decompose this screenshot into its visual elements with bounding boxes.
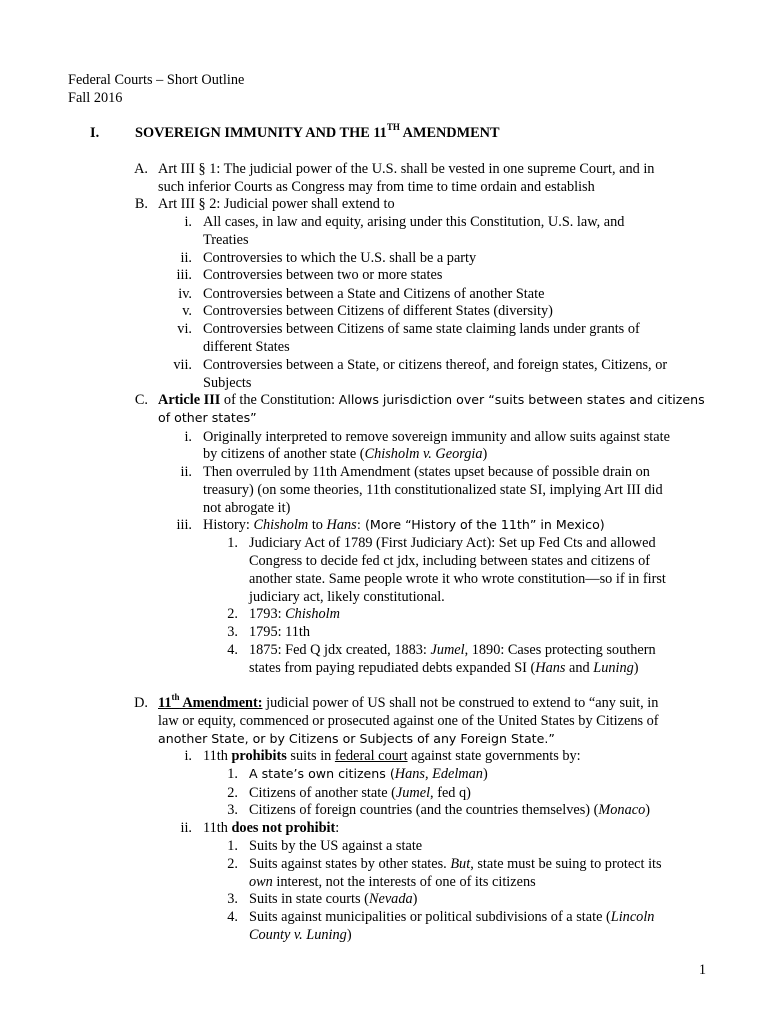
item-d-line: another State, or by Citizens or Subjects of any Foreign State.” (158, 731, 555, 746)
list-item-label: iii. (176, 517, 192, 533)
item-a-line: such inferior Courts as Congress may from time to time ordain and establish (158, 179, 595, 195)
item-a-line: Art III § 1: The judicial power of the U.S. shall be vested in one supreme Court, and in (158, 161, 655, 177)
sub-item: 1793: Chisholm (249, 606, 340, 622)
sub-item-label: 4. (227, 642, 238, 658)
section-numeral: I. (90, 125, 100, 141)
sub-item: 1875: Fed Q jdx created, 1883: Jumel, 1890: Cases protecting southern (249, 642, 656, 658)
sub-item: A state’s own citizens (Hans, Edelman) (249, 766, 488, 782)
list-item-label: v. (182, 303, 192, 319)
list-item-label: i. (184, 214, 192, 230)
list-item: Treaties (203, 232, 249, 248)
sub-item: Suits in state courts (Nevada) (249, 891, 418, 907)
list-item-label: i. (184, 429, 192, 445)
list-item: Controversies between a State, or citizens thereof, and foreign states, Citizens, or (203, 357, 668, 373)
item-a-label: A. (134, 161, 148, 177)
list-item: Originally interpreted to remove sovereign immunity and allow suits against state (203, 429, 670, 445)
list-item-label: vii. (173, 357, 192, 373)
list-item: Then overruled by 11th Amendment (states upset because of possible drain on (203, 464, 650, 480)
item-d-label: D. (134, 695, 148, 711)
list-item: Controversies to which the U.S. shall be a party (203, 250, 477, 266)
sub-item-label: 2. (227, 856, 238, 872)
sub-item-label: 4. (227, 909, 238, 925)
item-d-line: 11th Amendment: judicial power of US shall not be construed to extend to “any suit, in (158, 692, 659, 711)
item-b-text: Art III § 2: Judicial power shall extend to (158, 196, 395, 212)
sub-item: Citizens of foreign countries (and the countries themselves) (Monaco) (249, 802, 650, 818)
list-item: All cases, in law and equity, arising under this Constitution, U.S. law, and (203, 214, 625, 230)
document-term: Fall 2016 (68, 90, 123, 106)
sub-item: Suits by the US against a state (249, 838, 423, 854)
list-item: Controversies between two or more states (203, 267, 443, 283)
list-item: not abrogate it) (203, 500, 291, 516)
sub-item: County v. Luning) (249, 927, 352, 943)
list-item-label: iv. (178, 286, 192, 302)
sub-item: judiciary act, likely constitutional. (249, 589, 445, 605)
sub-item: another state. Same people wrote it who wrote constitution—so if in first (249, 571, 666, 587)
sub-item-label: 1. (227, 766, 238, 782)
item-c-label: C. (134, 392, 148, 408)
list-item: treasury) (on some theories, 11th constitutionalized state SI, implying Art III did (203, 482, 663, 498)
sub-item: Suits against municipalities or political subdivisions of a state (Lincoln (249, 909, 655, 925)
sub-item-label: 2. (227, 606, 238, 622)
sub-item-label: 3. (227, 802, 238, 818)
item-c-line: of other states” (158, 410, 257, 425)
sub-item: Congress to decide fed ct jdx, including between states and citizens of (249, 553, 650, 569)
list-item: Subjects (203, 375, 252, 391)
sub-item: Citizens of another state (Jumel, fed q) (249, 785, 471, 801)
item-b-label: B. (134, 196, 148, 212)
list-item: by citizens of another state (Chisholm v. Georgia) (203, 446, 488, 462)
sub-item-label: 3. (227, 891, 238, 907)
sub-item-label: 1. (227, 535, 238, 551)
sub-item: 1795: 11th (249, 624, 311, 640)
list-item: different States (203, 339, 290, 355)
item-d-line: law or equity, commenced or prosecuted against one of the United States by Citizens of (158, 713, 659, 729)
sub-item-label: 3. (227, 624, 238, 640)
list-item-label: ii. (180, 464, 192, 480)
list-item: Controversies between a State and Citizens of another State (203, 286, 545, 302)
list-item: 11th does not prohibit: (203, 820, 340, 836)
list-item-label: ii. (180, 250, 192, 266)
sub-item: Judiciary Act of 1789 (First Judiciary Act): Set up Fed Cts and allowed (249, 535, 656, 551)
list-item: Controversies between Citizens of different States (diversity) (203, 303, 553, 319)
page-number: 1 (698, 962, 706, 978)
list-item-label: i. (184, 748, 192, 764)
section-heading: SOVEREIGN IMMUNITY AND THE 11TH AMENDMENT (135, 122, 500, 141)
item-c-line: Article III of the Constitution: Allows jurisdiction over “suits between states and citizens (158, 392, 705, 408)
list-item-label: ii. (180, 820, 192, 836)
sub-item-label: 2. (227, 785, 238, 801)
sub-item: states from paying repudiated debts expanded SI (Hans and Luning) (249, 660, 639, 676)
list-item-label: vi. (177, 321, 192, 337)
sub-item-label: 1. (227, 838, 238, 854)
list-item-label: iii. (176, 267, 192, 283)
list-item: 11th prohibits suits in federal court against state governments by: (203, 748, 581, 764)
list-item: History: Chisholm to Hans: (More “History of the 11th” in Mexico) (203, 517, 605, 533)
sub-item: Suits against states by other states. But, state must be suing to protect its (249, 856, 662, 872)
list-item: Controversies between Citizens of same state claiming lands under grants of (203, 321, 640, 337)
document-title: Federal Courts – Short Outline (68, 72, 245, 88)
sub-item: own interest, not the interests of one of its citizens (249, 874, 536, 890)
